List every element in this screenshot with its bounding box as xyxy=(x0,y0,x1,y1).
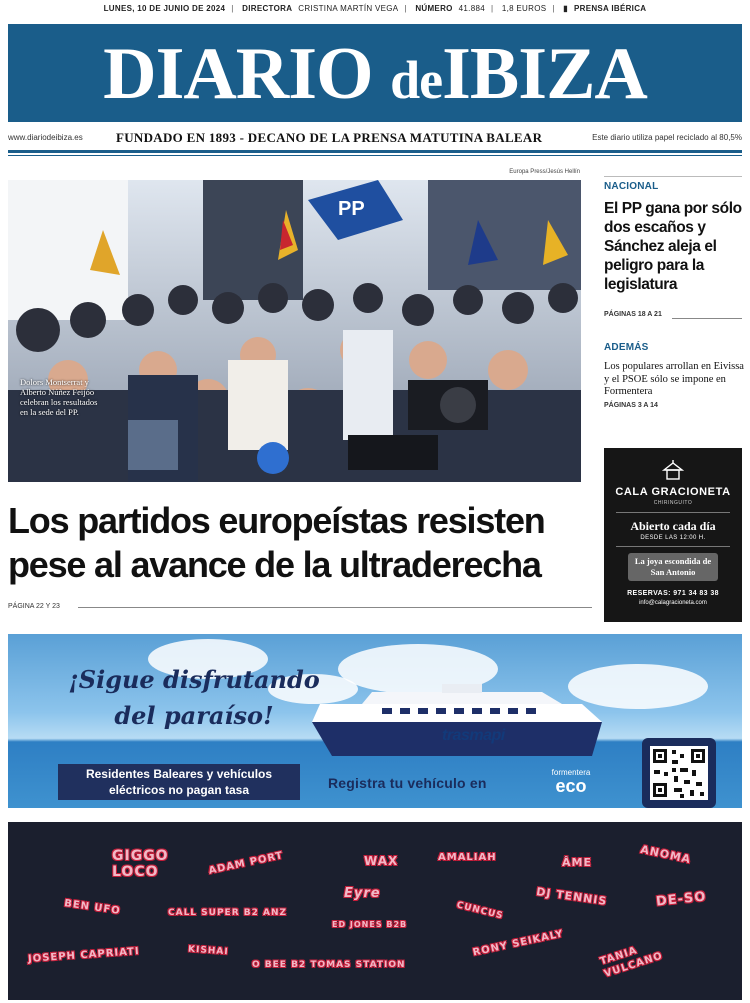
website-link[interactable]: www.diariodeibiza.es xyxy=(8,133,83,142)
act-name: O BEE B2 TOMAS STATION xyxy=(252,960,406,970)
title-part-de: de xyxy=(390,50,443,110)
title-part-diario: DIARIO xyxy=(103,33,373,115)
cala-brand-sub: CHIRINGUITO xyxy=(653,500,693,506)
act-name: ADAM PORT xyxy=(207,850,285,877)
ad-festival-lineup[interactable] xyxy=(8,822,742,1000)
act-name: BEN UFO xyxy=(63,898,122,917)
sidebar-top-rule xyxy=(604,176,742,177)
cala-brand: CALA GRACIONETA xyxy=(615,486,731,498)
photo-credit: Europa Press/Jesús Hellín xyxy=(509,169,580,175)
act-name: DE-SO xyxy=(655,889,708,910)
story1-rule xyxy=(672,318,742,319)
title-part-ibiza: IBIZA xyxy=(442,33,647,115)
issue-date: LUNES, 10 DE JUNIO DE 2024 xyxy=(103,4,226,13)
act-name: ED JONES B2B xyxy=(332,920,408,929)
register-text: Registra tu vehículo en xyxy=(328,775,487,791)
number-label: NÚMERO xyxy=(415,4,453,13)
ad-cala-gracioneta[interactable] xyxy=(604,448,742,622)
main-headline-line-1: Los partidos europeístas resisten xyxy=(8,500,545,541)
masthead xyxy=(8,24,742,122)
crowd-illustration xyxy=(8,180,581,482)
story1-pages: PÁGINAS 18 A 21 xyxy=(604,311,662,318)
qr-code-icon xyxy=(650,746,708,800)
act-name: KISHAI xyxy=(187,944,229,958)
recycled-paper-note: Este diario utiliza papel reciclado al 80,5% xyxy=(592,133,742,142)
newspaper-title xyxy=(8,32,742,122)
story2-text: Los populares arrollan en Eivissa y el PSOE sólo se impone en Formentera xyxy=(604,361,744,397)
story1-kicker: NACIONAL xyxy=(604,181,659,192)
lead-photo[interactable] xyxy=(8,180,581,482)
group-icon: ▮ xyxy=(563,4,568,13)
act-name: ÂME xyxy=(562,856,592,869)
top-info-bar: LUNES, 10 DE JUNIO DE 2024 | DIRECTORA CRISTINA MARTÍN VEGA | NÚMERO 41.884 | 1,8 EUROS | ▮ PRENSA IBÉRICA xyxy=(103,4,647,13)
act-name: TANIA VULCANO xyxy=(598,945,665,980)
divider-blue xyxy=(8,150,742,153)
main-headline[interactable] xyxy=(8,499,598,587)
act-name: JOSEPH CAPRIATI xyxy=(27,946,141,965)
ship-brand: trasmapi xyxy=(442,727,505,744)
number-value: 41.884 xyxy=(458,4,485,13)
qr-code[interactable] xyxy=(642,738,716,808)
director-label: DIRECTORA xyxy=(242,4,293,13)
svg-text:PP: PP xyxy=(338,198,365,220)
group-name: PRENSA IBÉRICA xyxy=(574,4,647,13)
story2-kicker: ADEMÁS xyxy=(604,342,649,353)
trasmapi-slogan xyxy=(44,662,344,734)
cala-divider-2 xyxy=(616,546,730,547)
act-name: CUNCUS xyxy=(455,900,505,922)
cala-email[interactable]: info@calagracioneta.com xyxy=(639,600,707,606)
cala-open: Abierto cada día xyxy=(630,519,716,533)
act-name: DJ TENNIS xyxy=(535,885,609,908)
divider-thin xyxy=(8,155,742,156)
act-name: ANOMA xyxy=(639,842,693,867)
cala-reservations: RESERVAS: 971 34 83 38 xyxy=(627,590,719,597)
act-name: GIGGO LOCO xyxy=(112,848,169,880)
act-name: RONY SEIKALY xyxy=(471,928,565,959)
act-name: CALL SUPER B2 ANZ xyxy=(168,908,288,918)
director-name: CRISTINA MARTÍN VEGA xyxy=(298,4,399,13)
formentera-eco-logo xyxy=(536,768,606,795)
eco-big: eco xyxy=(555,776,587,796)
act-name: Eyre xyxy=(344,886,381,901)
slogan-line-1: ¡Sigue disfrutando xyxy=(68,665,320,694)
residents-note: Residentes Baleares y vehículos eléctricos no pagan tasa xyxy=(58,764,300,800)
cala-hours: DESDE LAS 12:00 H. xyxy=(640,535,706,541)
sidebar-story-nacional[interactable] xyxy=(604,181,744,318)
subline xyxy=(8,129,742,147)
slogan-line-2: del paraíso! xyxy=(114,701,274,730)
main-headline-line-2: pese al avance de la ultraderecha xyxy=(8,544,541,585)
act-name: AMALIAH xyxy=(438,852,497,863)
main-story-pages: PÁGINA 22 Y 23 xyxy=(8,603,60,610)
main-story-rule xyxy=(78,607,592,608)
eco-small: formentera xyxy=(551,768,591,777)
sidebar-story-ademas[interactable] xyxy=(604,342,744,409)
beach-hut-icon xyxy=(662,460,684,482)
cala-tagline: La joya escondida de San Antonio xyxy=(628,553,718,581)
photo-caption: Dolors Montserrat y Alberto Núñez Feijóo celebran los resultados en la sede del PP. xyxy=(20,377,98,417)
price: 1,8 EUROS xyxy=(501,4,547,13)
cala-divider xyxy=(616,512,730,513)
story2-pages: PÁGINAS 3 A 14 xyxy=(604,401,658,409)
story1-headline: El PP gana por sólo dos escaños y Sánchez aleja el peligro para la legislatura xyxy=(604,200,742,293)
ad-trasmapi[interactable] xyxy=(8,634,742,808)
act-name: WAX xyxy=(364,854,399,868)
founded-tagline: FUNDADO EN 1893 - DECANO DE LA PRENSA MATUTINA BALEAR xyxy=(116,130,543,145)
ferry-ship-icon xyxy=(312,684,612,764)
